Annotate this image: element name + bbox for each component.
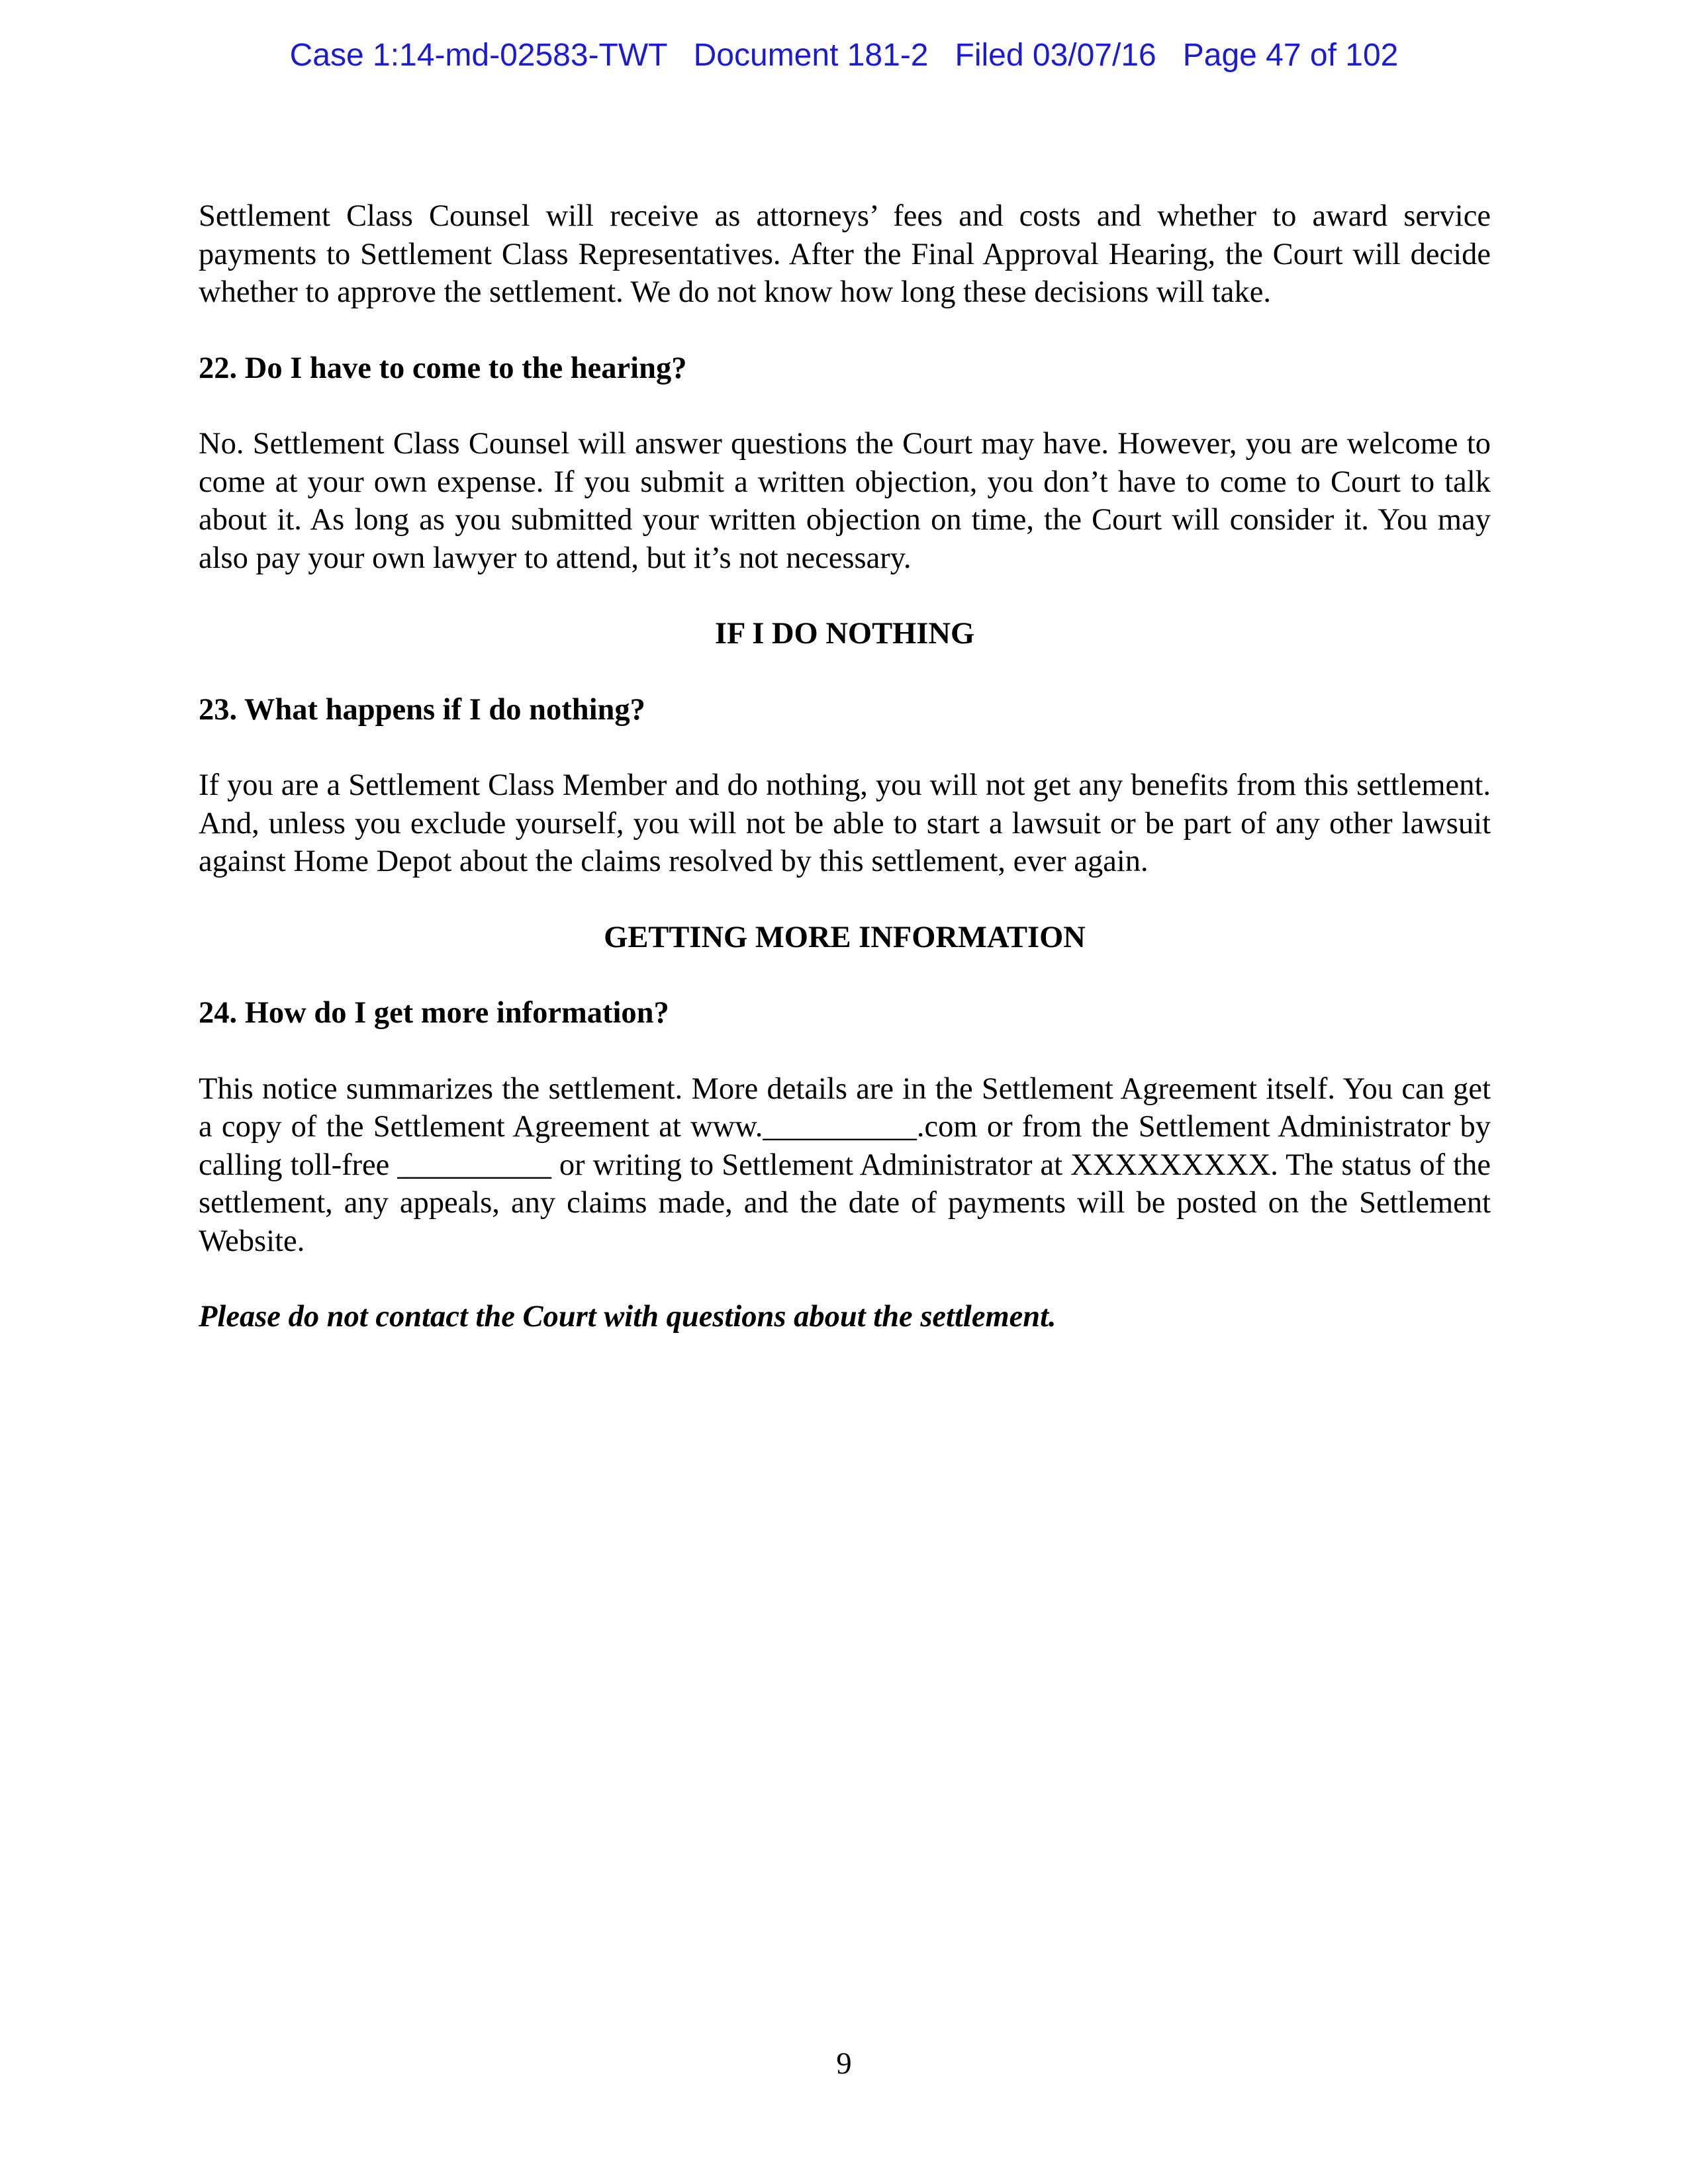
- question-24-answer: This notice summarizes the settlement. More details are in the Settlement Agreement itself. You can get a copy of the Settlement Agreement at www.__________.com or from the Settlement Administrator by calling toll-free __________ or writing to Settlement Administrator at XXXXXXXXX. The status of the settlement, any appeals, any claims made, and the date of payments will be posted on the Settlement Website.: [199, 1071, 1491, 1258]
- continuation-paragraph: Settlement Class Counsel will receive as attorneys’ fees and costs and whether to award service payments to Settlement Class Representatives. After the Final Approval Hearing, the Court will decide whether to approve the settlement. We do not know how long these decisions will take.: [199, 199, 1491, 309]
- case-header-stamp: Case 1:14-md-02583-TWT Document 181-2 Filed 03/07/16 Page 47 of 102: [289, 38, 1399, 73]
- section-heading-getting-more-information: GETTING MORE INFORMATION: [604, 920, 1086, 954]
- question-22-heading: 22. Do I have to come to the hearing?: [199, 351, 687, 385]
- question-23-answer: If you are a Settlement Class Member and do nothing, you will not get any benefits from this settlement. And, unless you exclude yourself, you will not be able to start a lawsuit or be part of any other lawsuit against Home Depot about the claims resolved by this settlement, ever again.: [199, 768, 1491, 878]
- page-number: 9: [836, 2047, 852, 2081]
- document-body: [199, 197, 1491, 1336]
- question-22-answer: No. Settlement Class Counsel will answer questions the Court may have. However, you are welcome to come at your own expense. If you submit a written objection, you don’t have to come to Court to talk about it. As long as you submitted your written objection on time, the Court will consider it. You may also pay your own lawyer to attend, but it’s not necessary.: [199, 427, 1491, 575]
- section-heading-if-i-do-nothing: IF I DO NOTHING: [714, 617, 975, 651]
- question-24-heading: 24. How do I get more information?: [199, 996, 669, 1030]
- closing-note: Please do not contact the Court with questions about the settlement.: [199, 1300, 1056, 1334]
- question-23-heading: 23. What happens if I do nothing?: [199, 692, 645, 727]
